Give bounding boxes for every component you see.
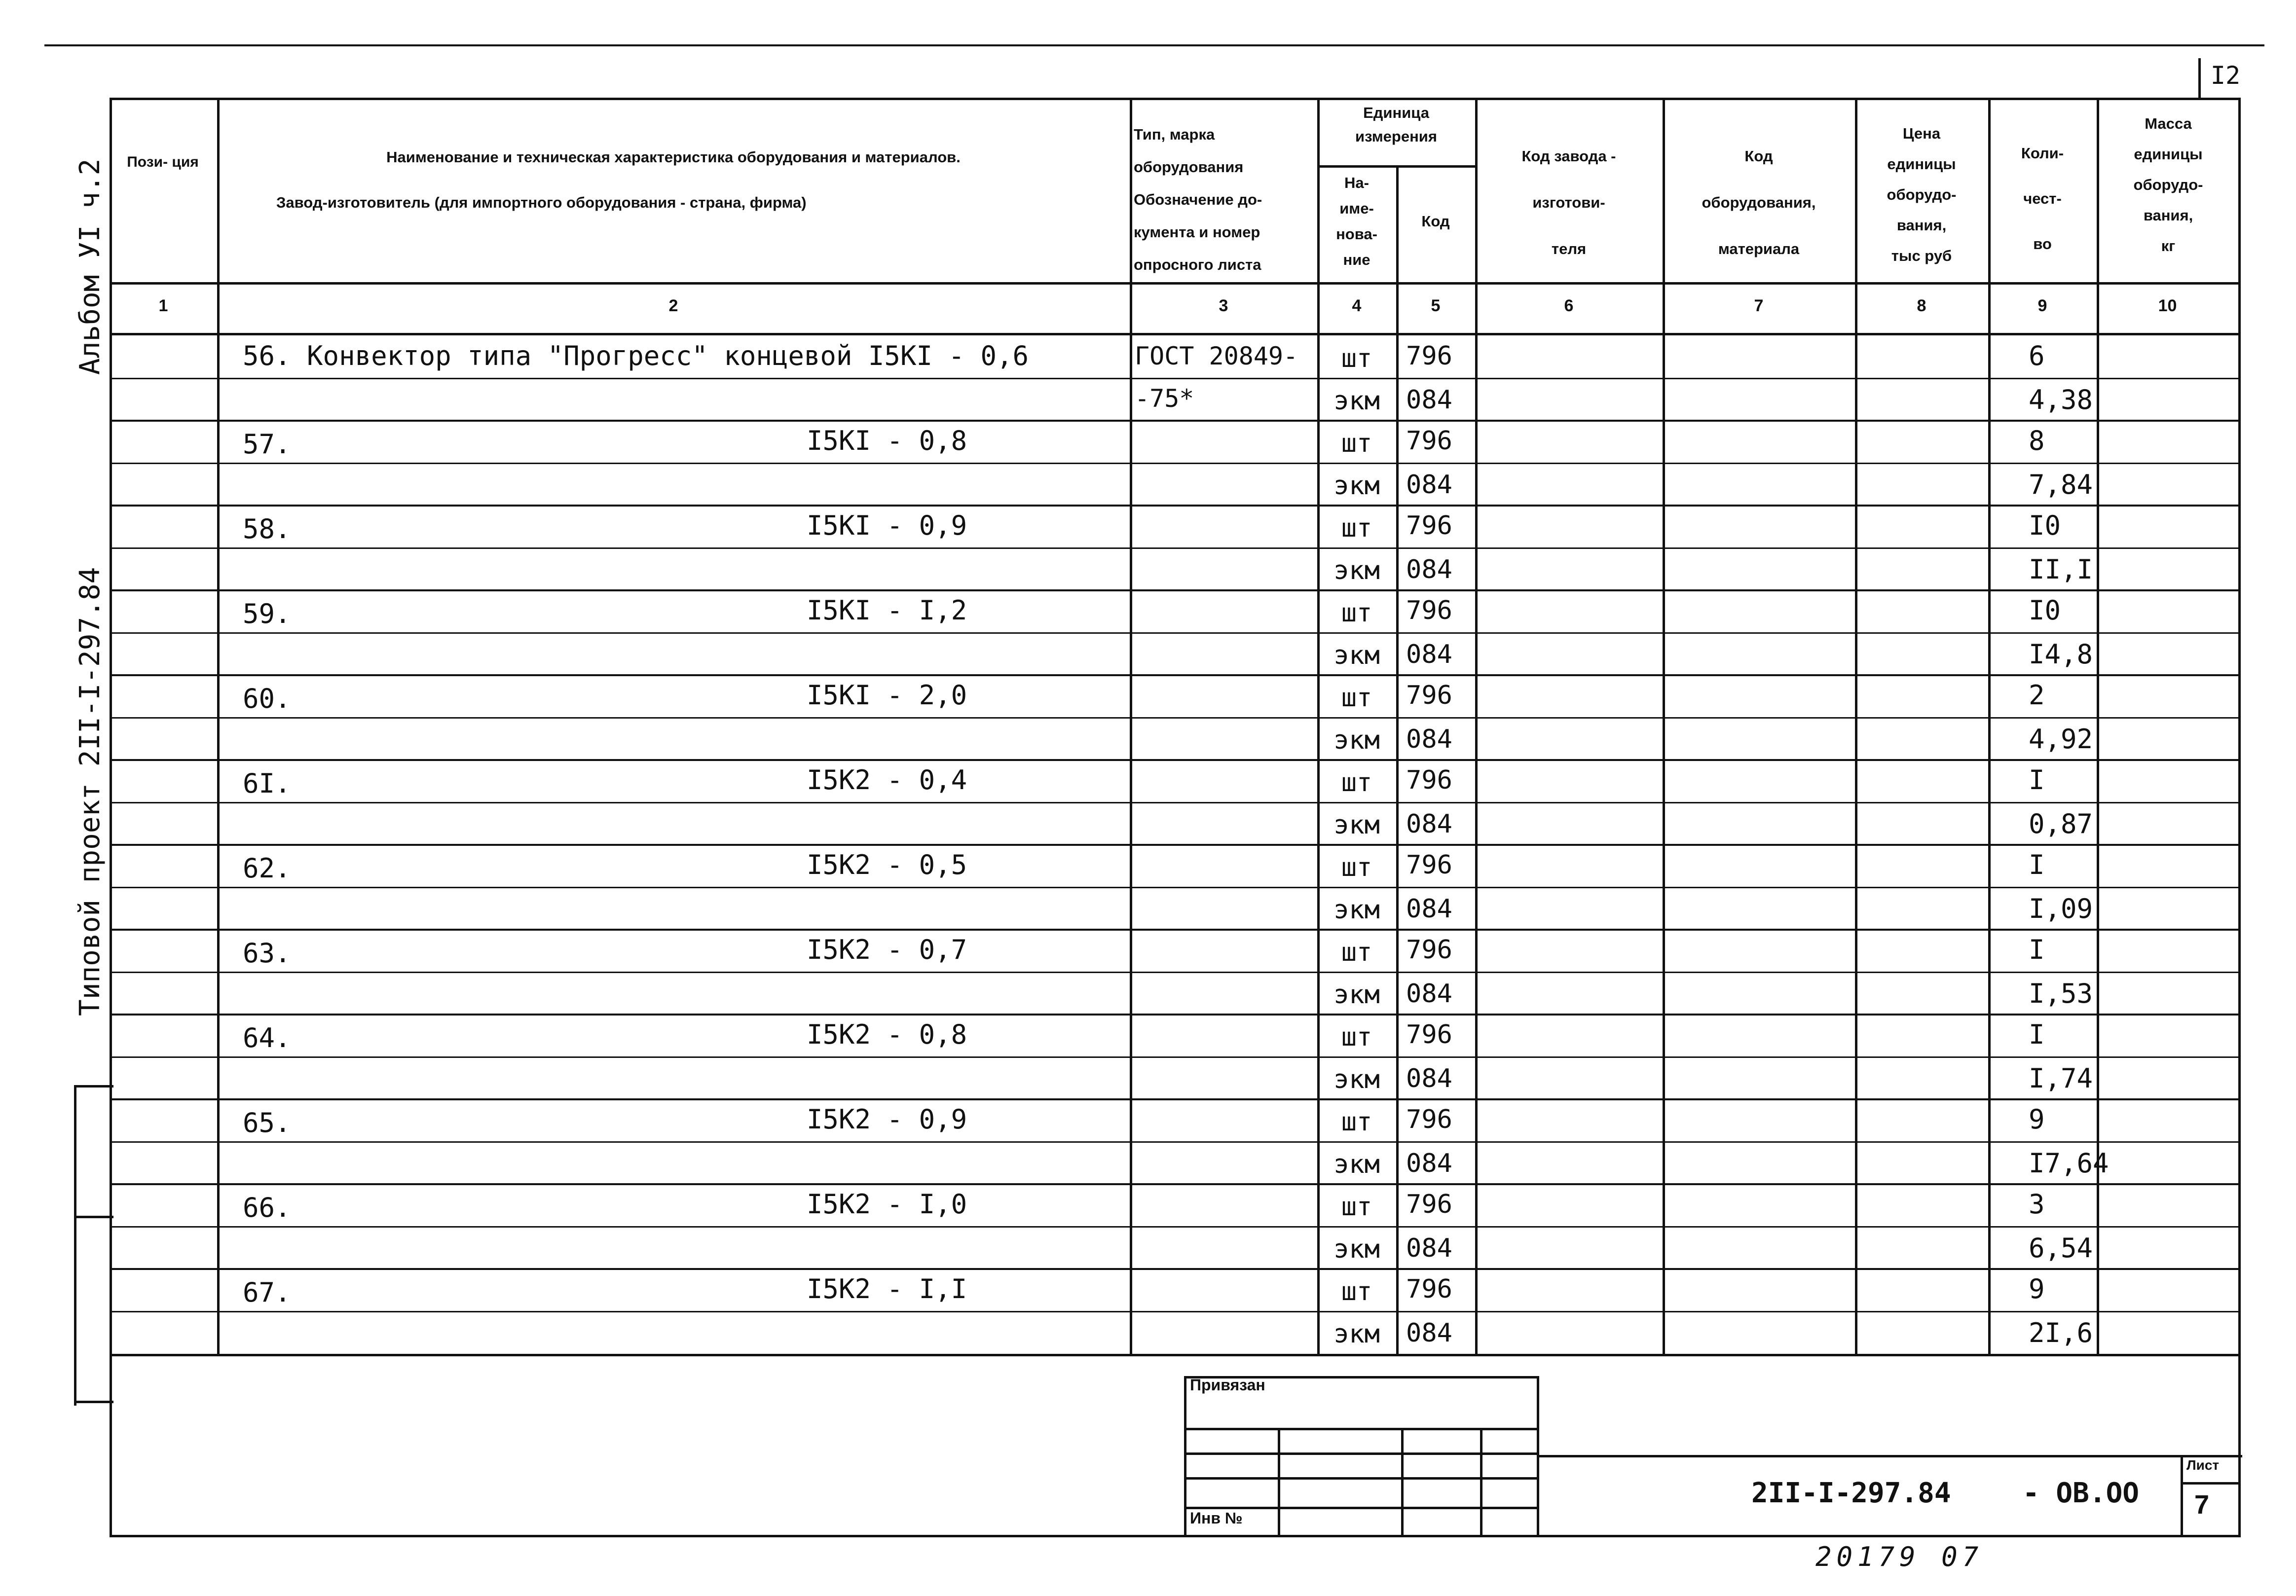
header-col3-line: опросного листа [1134,256,1261,273]
row-unit: экм [1333,895,1380,925]
row-unit-code: 084 [1406,725,1452,754]
header-col8-line: Цена [1902,125,1941,142]
column-number: 2 [668,296,678,315]
row-unit: шт [1341,429,1372,458]
header-col3 [1134,118,1315,281]
divider [110,463,2241,464]
divider [1184,1376,1186,1535]
divider [44,44,2264,46]
row-quantity: 9 [2029,1273,2045,1305]
row-position: 65. [243,1107,291,1138]
row-document: ГОСТ 20849- [1135,342,1298,370]
row-unit-code: 796 [1406,1020,1452,1050]
row-unit-code: 084 [1406,979,1452,1009]
header-col1: Пози- ция [127,154,199,170]
row-unit: экм [1333,1319,1380,1349]
divider [110,547,2241,549]
row-unit: шт [1341,1192,1372,1222]
row-name: 56. Конвектор типа "Прогресс" концевой I5КI - 0,6 [243,340,1029,371]
divider [110,1311,2241,1312]
row-unit-code: 796 [1406,596,1452,625]
header-unit-group: Единица измерения [1355,104,1437,145]
column-number: 10 [2158,296,2177,315]
header-col8-line: вания, [1896,217,1947,234]
row-unit-code: 084 [1406,1149,1452,1178]
row-unit-code: 084 [1406,809,1452,839]
row-model: I5К2 - 0,8 [807,1019,967,1050]
row-unit: шт [1341,853,1372,882]
header-col7-line: материала [1718,240,1800,257]
divider [110,1014,2241,1016]
row-unit: экм [1333,1150,1380,1179]
header-col3-line: Обозначение до- [1134,191,1262,208]
row-unit: экм [1333,810,1380,840]
row-unit-code: 084 [1406,555,1452,584]
row-quantity: 4,92 [2029,724,2093,755]
row-model: I5К2 - 0,7 [807,934,967,965]
linked-label: Привязан [1190,1376,1265,1394]
row-unit: шт [1341,683,1372,713]
divider [1663,98,1665,1355]
divider [74,1216,113,1218]
row-position: 67. [243,1277,291,1308]
divider [110,972,2241,973]
row-unit-code: 796 [1406,511,1452,541]
row-unit: шт [1341,344,1372,373]
row-quantity: 4,38 [2029,384,2093,415]
row-quantity: I [2029,764,2045,796]
divider [1401,1428,1404,1535]
row-unit-code: 796 [1406,341,1452,371]
row-model: I5КI - 0,8 [807,425,967,456]
row-position: 63. [243,938,291,969]
row-unit: экм [1333,725,1380,755]
header-col9-line: Коли- [2021,145,2064,162]
divider [110,420,2241,422]
header-col4 [1318,170,1395,273]
row-unit-code: 796 [1406,1190,1452,1219]
header-col9-line: во [2033,235,2052,253]
divider [1184,1452,1539,1455]
row-unit-code: 084 [1406,894,1452,924]
sheet-number: 7 [2194,1490,2210,1520]
divider [110,378,2241,379]
row-position: 6I. [243,768,291,799]
divider [1278,1428,1280,1535]
divider [74,1085,76,1406]
row-quantity: 2I,6 [2029,1317,2093,1348]
row-document: -75* [1135,384,1194,413]
column-number: 9 [2037,296,2047,315]
divider [110,1183,2241,1185]
row-unit-code: 084 [1406,640,1452,669]
column-number: 5 [1431,296,1441,315]
divider [1855,98,1857,1355]
divider [110,929,2241,931]
row-quantity: 0,87 [2029,808,2093,839]
column-number: 7 [1754,296,1764,315]
inv-number-label: Инв № [1190,1509,1243,1527]
row-unit: экм [1333,641,1380,670]
divider [1130,98,1132,1355]
header-col10-line: единицы [2134,145,2203,163]
row-unit-code: 796 [1406,1105,1452,1134]
divider [110,282,2241,285]
row-model: I5КI - 0,9 [807,510,967,541]
header-col3-line: Тип, марка [1134,126,1215,143]
header-col6-line: Код завода - [1521,147,1616,165]
divider [110,1141,2241,1143]
header-col2-line2: Завод-изготовитель (для импортного оборудования - страна, фирма) [276,194,807,211]
row-unit: шт [1341,1277,1372,1306]
row-model: I5К2 - 0,5 [807,849,967,880]
column-number: 6 [1564,296,1574,315]
row-quantity: I [2029,934,2045,965]
divider [110,844,2241,846]
row-quantity: II,I [2029,554,2093,585]
row-unit: экм [1333,1234,1380,1264]
row-unit-code: 796 [1406,426,1452,456]
row-quantity: 2 [2029,680,2045,711]
header-col3-line: кумента и номер [1134,223,1260,241]
row-quantity: I,09 [2029,893,2093,924]
side-album-text: Альбом УI ч.2 [74,158,106,375]
header-col10 [2099,109,2237,261]
header-col8-line: единицы [1887,155,1956,173]
row-unit-code: 796 [1406,935,1452,965]
divider [110,1535,2241,1537]
row-position: 57. [243,429,291,460]
header-col10-line: кг [2161,237,2176,254]
header-col5: Код [1421,213,1450,230]
row-quantity: 3 [2029,1189,2045,1220]
header-col2-line1: Наименование и техническая характеристика оборудования и материалов. [386,148,961,166]
header-col9-line: чест- [2023,190,2062,207]
header-col8-line: оборудо- [1887,186,1957,203]
row-position: 59. [243,598,291,629]
header-col8 [1857,118,1986,271]
row-model: I5К2 - I,0 [807,1189,967,1220]
divider [1184,1477,1539,1480]
divider [110,505,2241,507]
header-col4-line: ние [1343,251,1370,268]
row-quantity: I4,8 [2029,639,2093,670]
row-quantity: I0 [2029,510,2061,541]
row-quantity: 6,54 [2029,1233,2093,1264]
header-col3-line: оборудования [1134,158,1244,176]
divider [217,98,220,1355]
divider [110,759,2241,761]
row-unit: экм [1333,386,1380,416]
divider [110,632,2241,634]
divider [2238,98,2241,1535]
divider [1480,1428,1482,1535]
row-model: I5К2 - 0,9 [807,1104,967,1135]
row-quantity: 8 [2029,425,2045,456]
row-unit: шт [1341,768,1372,798]
divider [2181,1482,2240,1485]
divider [110,1268,2241,1270]
header-col9 [1991,131,2094,267]
row-unit: шт [1341,1107,1372,1137]
header-col4-line: На- [1344,174,1369,191]
row-quantity: I [2029,849,2045,880]
document-suffix: - ОВ.ОО [2023,1477,2140,1509]
row-quantity: I0 [2029,595,2061,626]
row-unit: экм [1333,980,1380,1010]
sheet-label: Лист [2186,1457,2220,1473]
divider [110,887,2241,888]
row-unit-code: 796 [1406,1274,1452,1304]
column-number: 8 [1917,296,1926,315]
header-col10-line: вания, [2143,207,2193,224]
divider [1184,1428,1539,1430]
row-quantity: 6 [2029,340,2045,371]
divider [110,98,2241,100]
row-position: 66. [243,1192,291,1223]
divider [110,717,2241,719]
divider [74,1085,113,1088]
divider [1317,165,1475,168]
divider [74,1401,113,1403]
row-model: I5КI - 2,0 [807,680,967,711]
header-col6-line: теля [1551,240,1587,257]
row-quantity: 9 [2029,1104,2045,1135]
row-quantity: I [2029,1019,2045,1050]
row-unit-code: 084 [1406,1318,1452,1348]
row-unit-code: 796 [1406,765,1452,795]
row-model: I5К2 - 0,4 [807,764,967,796]
column-number: 4 [1352,296,1362,315]
column-number: 3 [1219,296,1228,315]
header-col6-line: изготови- [1532,194,1605,211]
row-position: 58. [243,513,291,544]
divider [110,1226,2241,1228]
header-col8-line: тыс руб [1891,247,1952,264]
row-model: I5КI - I,2 [807,595,967,626]
header-col10-line: оборудо- [2133,176,2203,193]
row-unit-code: 084 [1406,1064,1452,1093]
divider [1475,98,1478,1355]
row-unit: экм [1333,1065,1380,1094]
document-code: 2II-I-297.84 [1751,1477,1951,1509]
divider [110,674,2241,676]
row-position: 62. [243,853,291,884]
divider [2181,1455,2183,1535]
divider [110,802,2241,803]
row-unit-code: 796 [1406,850,1452,880]
header-col6 [1478,133,1660,272]
handwritten-archive-number: 20179 07 [1815,1541,1984,1572]
divider [110,1354,2241,1356]
row-unit: шт [1341,598,1372,628]
row-unit-code: 084 [1406,1233,1452,1263]
header-col7-line: оборудования, [1702,194,1816,211]
divider [110,333,2241,335]
row-model: I5К2 - I,I [807,1273,967,1305]
row-unit: экм [1333,556,1380,585]
row-unit: экм [1333,471,1380,501]
divider [110,589,2241,591]
header-col4-line: име- [1339,200,1374,217]
divider [2198,58,2201,98]
divider [110,1056,2241,1058]
sheet-top-number: I2 [2210,61,2241,90]
side-project-text: Типовой проект 2II-I-297.84 [74,567,106,1016]
row-position: 64. [243,1022,291,1053]
header-col7-line: Код [1744,147,1773,165]
row-quantity: I,53 [2029,978,2093,1009]
row-position: 60. [243,683,291,714]
row-unit-code: 796 [1406,681,1452,710]
header-col7 [1665,133,1852,272]
row-unit: шт [1341,938,1372,967]
header-col4-line: нова- [1336,225,1377,243]
row-unit: шт [1341,1022,1372,1052]
column-number: 1 [158,296,168,315]
row-quantity: I,74 [2029,1063,2093,1094]
row-unit-code: 084 [1406,470,1452,500]
divider [1537,1455,2242,1457]
row-quantity: 7,84 [2029,469,2093,500]
divider [1988,98,1991,1355]
header-col10-line: Масса [2145,115,2192,132]
divider [110,1098,2241,1100]
row-quantity: I7,64 [2029,1148,2109,1179]
row-unit: шт [1341,513,1372,543]
row-unit-code: 084 [1406,385,1452,415]
